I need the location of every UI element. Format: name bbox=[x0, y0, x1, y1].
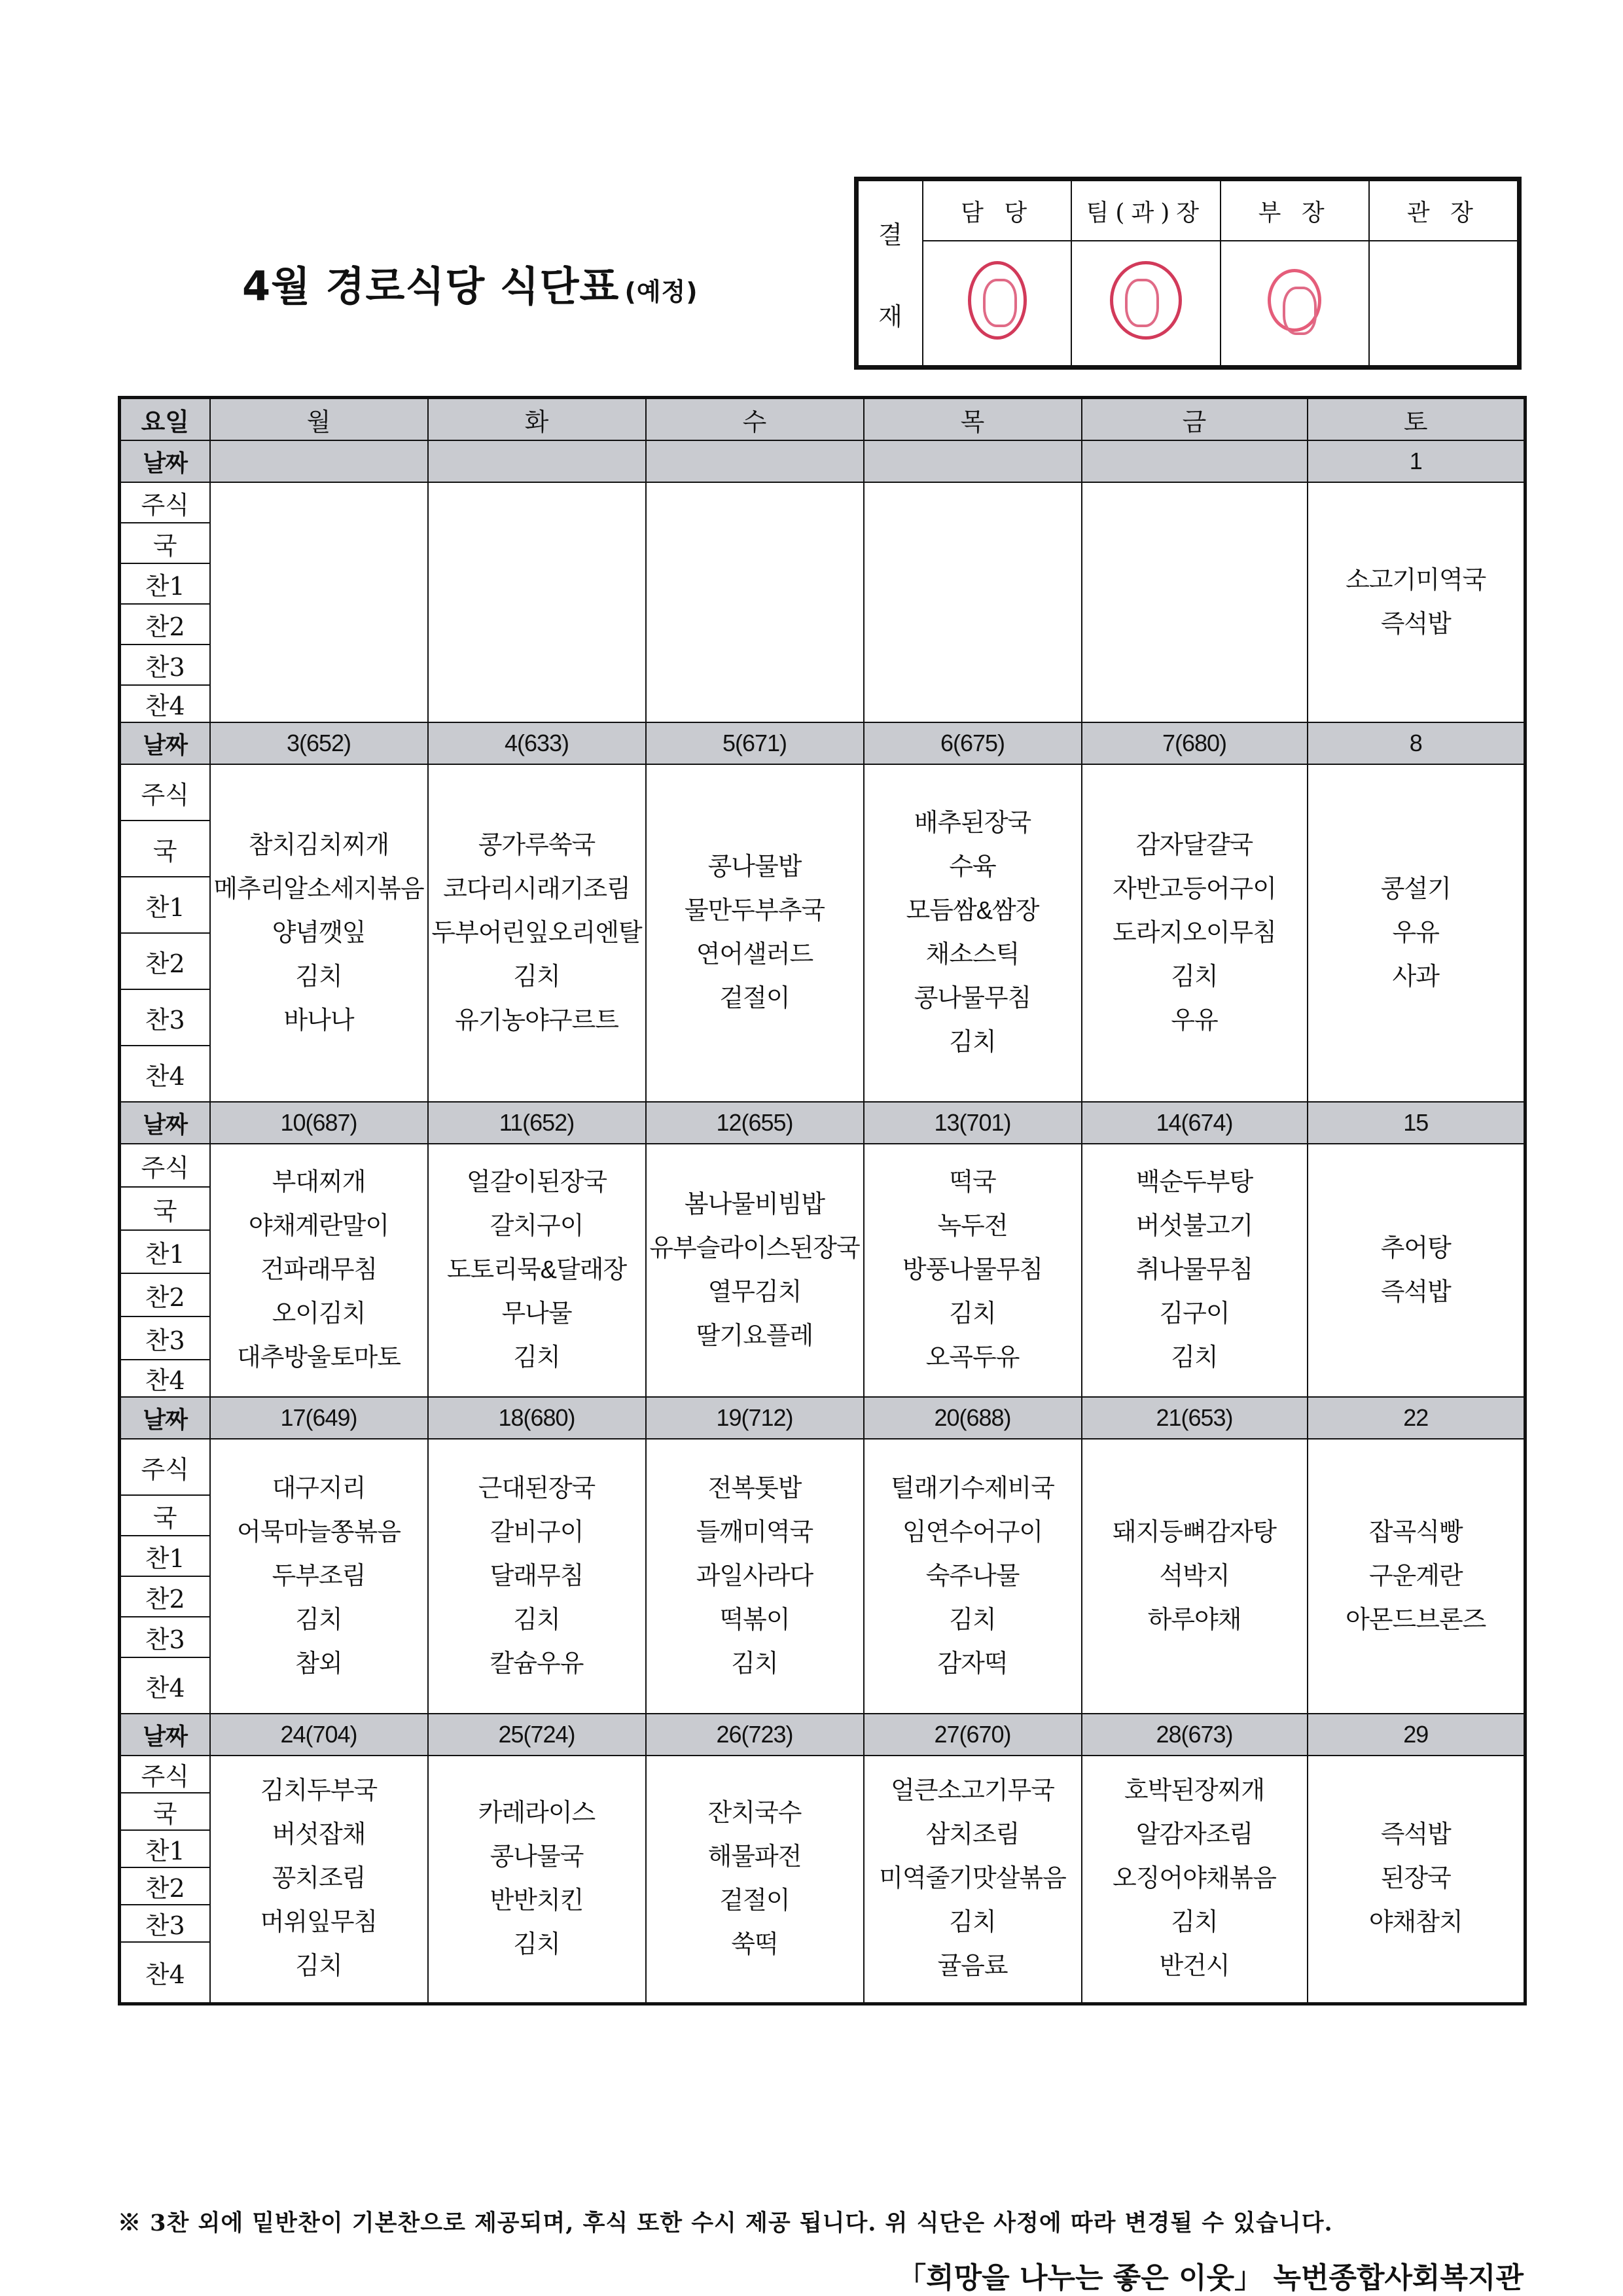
date-cell: 26(723) bbox=[646, 1714, 864, 1756]
footnote: ※ 3찬 외에 밑반찬이 기본찬으로 제공되며, 후식 또한 수시 제공 됩니다. 위 식단은 사정에 따라 변경될 수 있습니다. bbox=[118, 2210, 1333, 2236]
date-cell: 5(671) bbox=[646, 722, 864, 764]
menu-item: 김치 bbox=[1171, 1909, 1218, 1937]
date-cell: 10(687) bbox=[210, 1102, 428, 1144]
menu-item: 김치 bbox=[513, 1606, 560, 1634]
menu-item: 얼큰소고기무국 bbox=[891, 1777, 1054, 1805]
approval-sign-staff bbox=[923, 241, 1071, 366]
menu-item: 김치 bbox=[513, 963, 560, 991]
menu-item: 김치 bbox=[949, 1909, 996, 1937]
menu-cell bbox=[1308, 764, 1525, 1102]
menu-cell bbox=[864, 764, 1082, 1102]
category-label: 찬4 bbox=[120, 1942, 210, 2004]
menu-item: 물만두부추국 bbox=[684, 897, 825, 925]
category-label: 찬3 bbox=[120, 989, 210, 1046]
date-cell: 6(675) bbox=[864, 722, 1082, 764]
menu-item: 돼지등뼈감자탕 bbox=[1113, 1518, 1276, 1546]
menu-item: 야채참치 bbox=[1368, 1909, 1463, 1937]
menu-item: 감자떡 bbox=[937, 1650, 1008, 1678]
menu-cell bbox=[428, 1756, 646, 2004]
category-label: 찬1 bbox=[120, 563, 210, 604]
menu-row bbox=[120, 1144, 1525, 1187]
menu-cell bbox=[646, 1144, 864, 1397]
weekday-header-label: 요일 bbox=[120, 398, 210, 441]
menu-item: 김치 bbox=[949, 1606, 996, 1634]
category-label: 찬3 bbox=[120, 1905, 210, 1942]
approval-role-staff: 담 당 bbox=[923, 181, 1071, 241]
weekday-header: 목 bbox=[864, 398, 1082, 441]
menu-item: 바나나 bbox=[283, 1006, 354, 1034]
menu-item: 오곡두유 bbox=[925, 1344, 1020, 1371]
date-cell: 13(701) bbox=[864, 1102, 1082, 1144]
menu-item: 김치 bbox=[513, 1930, 560, 1958]
page-title bbox=[242, 254, 698, 312]
menu-cell bbox=[1082, 1144, 1308, 1397]
menu-item: 참치김치찌개 bbox=[248, 831, 389, 859]
menu-row bbox=[120, 482, 1525, 523]
menu-item: 무나물 bbox=[501, 1300, 572, 1328]
menu-item: 반반치킨 bbox=[490, 1886, 584, 1915]
approval-role-director: 관 장 bbox=[1369, 181, 1518, 241]
menu-item: 반건시 bbox=[1159, 1952, 1230, 1981]
menu-item: 오징어야채볶음 bbox=[1113, 1865, 1276, 1893]
menu-cell bbox=[210, 1144, 428, 1397]
menu-item: 자반고등어구이 bbox=[1113, 875, 1276, 903]
menu-item: 추어탕 bbox=[1380, 1234, 1451, 1262]
date-cell: 4(633) bbox=[428, 722, 646, 764]
date-cell: 1 bbox=[1308, 440, 1525, 482]
date-cell bbox=[864, 440, 1082, 482]
weekday-header: 화 bbox=[428, 398, 646, 441]
menu-item: 콩나물무침 bbox=[914, 985, 1031, 1012]
menu-cell bbox=[1082, 1439, 1308, 1714]
approval-label-top: 결 bbox=[878, 220, 902, 249]
menu-item: 호박된장찌개 bbox=[1124, 1777, 1265, 1805]
menu-item: 겉절이 bbox=[719, 985, 790, 1012]
menu-item: 알감자조림 bbox=[1135, 1821, 1253, 1849]
menu-item: 전복톳밥 bbox=[707, 1474, 802, 1502]
menu-item: 즉석밥 bbox=[1380, 1821, 1451, 1849]
category-label: 주식 bbox=[120, 1756, 210, 1793]
weekday-header: 수 bbox=[646, 398, 864, 441]
menu-item: 구운계란 bbox=[1368, 1562, 1463, 1590]
category-label: 국 bbox=[120, 1793, 210, 1830]
menu-item: 봄나물비빔밥 bbox=[684, 1190, 825, 1218]
menu-item: 딸기요플레 bbox=[696, 1322, 813, 1350]
seal-stamp-icon bbox=[1110, 261, 1182, 340]
menu-item: 얼갈이된장국 bbox=[466, 1169, 607, 1196]
menu-item: 김치 bbox=[295, 1606, 342, 1634]
category-label: 찬1 bbox=[120, 1830, 210, 1867]
menu-item: 부대찌개 bbox=[272, 1169, 366, 1196]
category-label: 찬4 bbox=[120, 1657, 210, 1714]
menu-item: 우유 bbox=[1392, 919, 1439, 947]
menu-cell bbox=[1308, 1144, 1525, 1397]
menu-item: 두부어린잎오리엔탈 bbox=[431, 919, 642, 947]
menu-item: 두부조림 bbox=[272, 1562, 366, 1590]
category-label: 찬4 bbox=[120, 1046, 210, 1102]
approval-label bbox=[858, 181, 923, 366]
category-label: 찬2 bbox=[120, 604, 210, 645]
date-row-label: 날짜 bbox=[120, 722, 210, 764]
category-label: 찬4 bbox=[120, 1360, 210, 1397]
menu-cell bbox=[1308, 482, 1525, 722]
date-row bbox=[120, 1714, 1525, 1756]
date-row-label: 날짜 bbox=[120, 1102, 210, 1144]
approval-box bbox=[854, 177, 1522, 370]
menu-item: 해물파전 bbox=[707, 1843, 802, 1871]
date-row-label: 날짜 bbox=[120, 440, 210, 482]
organization-name: 「희망을 나누는 좋은 이웃」 녹번종합사회복지관 bbox=[897, 2261, 1524, 2295]
category-label: 주식 bbox=[120, 482, 210, 523]
menu-item: 숙주나물 bbox=[925, 1562, 1020, 1590]
menu-cell bbox=[428, 1144, 646, 1397]
menu-item: 잔치국수 bbox=[707, 1799, 802, 1827]
category-label: 주식 bbox=[120, 1439, 210, 1495]
menu-item: 갈치구이 bbox=[490, 1212, 584, 1240]
menu-item: 근대된장국 bbox=[478, 1474, 596, 1502]
menu-cell bbox=[646, 482, 864, 722]
menu-item: 사과 bbox=[1392, 963, 1439, 991]
menu-item: 녹두전 bbox=[937, 1212, 1008, 1240]
menu-item: 도토리묵&달래장 bbox=[446, 1256, 627, 1284]
menu-cell bbox=[428, 764, 646, 1102]
date-cell: 21(653) bbox=[1082, 1397, 1308, 1439]
approval-sign-director bbox=[1369, 241, 1518, 366]
menu-cell bbox=[646, 764, 864, 1102]
menu-row bbox=[120, 1756, 1525, 1793]
menu-item: 우유 bbox=[1171, 1006, 1218, 1034]
menu-cell bbox=[864, 1756, 1082, 2004]
date-row bbox=[120, 722, 1525, 764]
menu-item: 백순두부탕 bbox=[1135, 1169, 1253, 1196]
category-label: 찬2 bbox=[120, 933, 210, 989]
date-row bbox=[120, 1102, 1525, 1144]
menu-item: 즉석밥 bbox=[1380, 610, 1451, 638]
menu-item: 쑥떡 bbox=[731, 1930, 778, 1958]
menu-item: 연어샐러드 bbox=[696, 941, 813, 968]
menu-item: 귤음료 bbox=[937, 1952, 1008, 1981]
menu-item: 달래무침 bbox=[490, 1562, 584, 1590]
seal-stamp-icon bbox=[1268, 269, 1321, 332]
approval-sign-manager bbox=[1221, 241, 1369, 366]
menu-cell bbox=[210, 764, 428, 1102]
category-label: 찬1 bbox=[120, 877, 210, 933]
menu-item: 임연수어구이 bbox=[902, 1518, 1043, 1546]
menu-item: 김치 bbox=[513, 1344, 560, 1371]
menu-item: 김치 bbox=[295, 1952, 342, 1981]
menu-item: 콩설기 bbox=[1380, 875, 1451, 903]
date-cell: 14(674) bbox=[1082, 1102, 1308, 1144]
date-cell bbox=[646, 440, 864, 482]
menu-cell bbox=[1082, 482, 1308, 722]
menu-item: 하루야채 bbox=[1147, 1606, 1241, 1634]
menu-item: 야채계란말이 bbox=[248, 1212, 389, 1240]
weekday-header: 금 bbox=[1082, 398, 1308, 441]
date-cell: 28(673) bbox=[1082, 1714, 1308, 1756]
menu-item: 수육 bbox=[949, 853, 996, 881]
menu-item: 코다리시래기조림 bbox=[443, 875, 630, 903]
menu-item: 머위잎무침 bbox=[260, 1909, 378, 1937]
menu-item: 채소스틱 bbox=[925, 941, 1020, 968]
weekday-header-row bbox=[120, 398, 1525, 441]
menu-item: 꽁치조림 bbox=[272, 1865, 366, 1893]
approval-role-team-lead: 팀(과)장 bbox=[1071, 181, 1220, 241]
menu-item: 잡곡식빵 bbox=[1368, 1518, 1463, 1546]
menu-item: 김치 bbox=[731, 1650, 778, 1678]
date-row-label: 날짜 bbox=[120, 1714, 210, 1756]
menu-item: 배추된장국 bbox=[914, 809, 1031, 837]
date-cell: 17(649) bbox=[210, 1397, 428, 1439]
menu-item: 감자달걀국 bbox=[1135, 831, 1253, 859]
menu-item: 떡볶이 bbox=[719, 1606, 790, 1634]
menu-item: 김치 bbox=[295, 963, 342, 991]
menu-item: 갈비구이 bbox=[490, 1518, 584, 1546]
menu-item: 버섯잡채 bbox=[272, 1821, 366, 1849]
date-row bbox=[120, 1397, 1525, 1439]
category-label: 찬4 bbox=[120, 685, 210, 722]
menu-item: 카레라이스 bbox=[478, 1799, 596, 1827]
date-cell: 8 bbox=[1308, 722, 1525, 764]
date-cell: 29 bbox=[1308, 1714, 1525, 1756]
menu-item: 김치 bbox=[949, 1029, 996, 1056]
menu-cell bbox=[864, 1144, 1082, 1397]
category-label: 국 bbox=[120, 1495, 210, 1536]
menu-cell bbox=[1308, 1756, 1525, 2004]
category-label: 찬3 bbox=[120, 645, 210, 685]
date-cell: 24(704) bbox=[210, 1714, 428, 1756]
menu-item: 콩가루쑥국 bbox=[478, 831, 596, 859]
menu-item: 김치 bbox=[1171, 963, 1218, 991]
menu-item: 메추리알소세지볶음 bbox=[213, 875, 424, 903]
menu-item: 열무김치 bbox=[707, 1278, 802, 1306]
date-cell: 15 bbox=[1308, 1102, 1525, 1144]
menu-item: 콩나물국 bbox=[490, 1843, 584, 1871]
menu-cell bbox=[646, 1756, 864, 2004]
category-label: 주식 bbox=[120, 764, 210, 821]
seal-stamp-icon bbox=[968, 261, 1027, 340]
menu-item: 대구지리 bbox=[272, 1474, 366, 1502]
menu-cell bbox=[210, 1439, 428, 1714]
menu-cell bbox=[1082, 764, 1308, 1102]
menu-cell bbox=[864, 482, 1082, 722]
date-cell bbox=[428, 440, 646, 482]
menu-item: 도라지오이무침 bbox=[1113, 919, 1276, 947]
menu-cell bbox=[646, 1439, 864, 1714]
approval-label-bottom: 재 bbox=[878, 302, 902, 331]
category-label: 찬2 bbox=[120, 1576, 210, 1617]
menu-item: 석박지 bbox=[1159, 1562, 1230, 1590]
date-row-label: 날짜 bbox=[120, 1397, 210, 1439]
menu-item: 콩나물밥 bbox=[707, 853, 802, 881]
menu-item: 들깨미역국 bbox=[696, 1518, 813, 1546]
menu-item: 유부슬라이스된장국 bbox=[649, 1234, 860, 1262]
menu-item: 김구이 bbox=[1159, 1300, 1230, 1328]
menu-cell bbox=[864, 1439, 1082, 1714]
category-label: 국 bbox=[120, 1187, 210, 1230]
menu-item: 취나물무침 bbox=[1135, 1256, 1253, 1284]
category-label: 찬3 bbox=[120, 1316, 210, 1360]
category-label: 찬2 bbox=[120, 1867, 210, 1905]
menu-row bbox=[120, 1439, 1525, 1495]
menu-item: 칼슘우유 bbox=[490, 1650, 584, 1678]
menu-item: 미역줄기맛살볶음 bbox=[879, 1865, 1066, 1893]
menu-item: 아몬드브론즈 bbox=[1346, 1606, 1486, 1634]
date-cell: 25(724) bbox=[428, 1714, 646, 1756]
menu-cell bbox=[1308, 1439, 1525, 1714]
approval-role-manager: 부 장 bbox=[1221, 181, 1369, 241]
title-sub: (예정) bbox=[624, 277, 698, 306]
category-label: 주식 bbox=[120, 1144, 210, 1187]
date-cell: 12(655) bbox=[646, 1102, 864, 1144]
menu-item: 소고기미역국 bbox=[1346, 566, 1486, 594]
menu-cell bbox=[428, 1439, 646, 1714]
date-row bbox=[120, 440, 1525, 482]
menu-item: 겉절이 bbox=[719, 1886, 790, 1915]
date-cell: 3(652) bbox=[210, 722, 428, 764]
category-label: 찬1 bbox=[120, 1536, 210, 1576]
date-cell: 19(712) bbox=[646, 1397, 864, 1439]
category-label: 찬1 bbox=[120, 1230, 210, 1273]
menu-item: 김치 bbox=[949, 1300, 996, 1328]
date-cell: 22 bbox=[1308, 1397, 1525, 1439]
menu-item: 오이김치 bbox=[272, 1300, 366, 1328]
menu-item: 양념깻잎 bbox=[272, 919, 366, 947]
menu-item: 김치 bbox=[1171, 1344, 1218, 1371]
menu-item: 삼치조림 bbox=[925, 1821, 1020, 1849]
weekday-header: 월 bbox=[210, 398, 428, 441]
menu-item: 즉석밥 bbox=[1380, 1278, 1451, 1306]
menu-item: 모듬쌈&쌈장 bbox=[906, 897, 1039, 925]
date-cell: 27(670) bbox=[864, 1714, 1082, 1756]
category-label: 국 bbox=[120, 821, 210, 877]
category-label: 국 bbox=[120, 523, 210, 563]
menu-item: 김치두부국 bbox=[260, 1777, 378, 1805]
approval-sign-team-lead bbox=[1071, 241, 1220, 366]
menu-item: 버섯불고기 bbox=[1135, 1212, 1253, 1240]
category-label: 찬3 bbox=[120, 1617, 210, 1657]
menu-item: 참외 bbox=[295, 1650, 342, 1678]
date-cell: 7(680) bbox=[1082, 722, 1308, 764]
weekday-header: 토 bbox=[1308, 398, 1525, 441]
menu-cell bbox=[1082, 1756, 1308, 2004]
date-cell bbox=[210, 440, 428, 482]
menu-item: 방풍나물무침 bbox=[902, 1256, 1043, 1284]
category-label: 찬2 bbox=[120, 1273, 210, 1316]
menu-cell bbox=[210, 1756, 428, 2004]
title-main: 4월 경로식당 식단표 bbox=[242, 262, 620, 310]
menu-cell bbox=[210, 482, 428, 722]
menu-item: 건파래무침 bbox=[260, 1256, 378, 1284]
menu-item: 과일사라다 bbox=[696, 1562, 813, 1590]
menu-item: 된장국 bbox=[1380, 1865, 1451, 1893]
menu-cell bbox=[428, 482, 646, 722]
menu-row bbox=[120, 764, 1525, 821]
menu-item: 어묵마늘쫑볶음 bbox=[237, 1518, 401, 1546]
date-cell: 20(688) bbox=[864, 1397, 1082, 1439]
menu-item: 떡국 bbox=[949, 1169, 996, 1196]
menu-item: 털래기수제비국 bbox=[891, 1474, 1054, 1502]
menu-table bbox=[118, 396, 1527, 2005]
date-cell bbox=[1082, 440, 1308, 482]
date-cell: 18(680) bbox=[428, 1397, 646, 1439]
menu-item: 대추방울토마토 bbox=[237, 1344, 401, 1371]
date-cell: 11(652) bbox=[428, 1102, 646, 1144]
menu-item: 유기농야구르트 bbox=[455, 1006, 618, 1034]
